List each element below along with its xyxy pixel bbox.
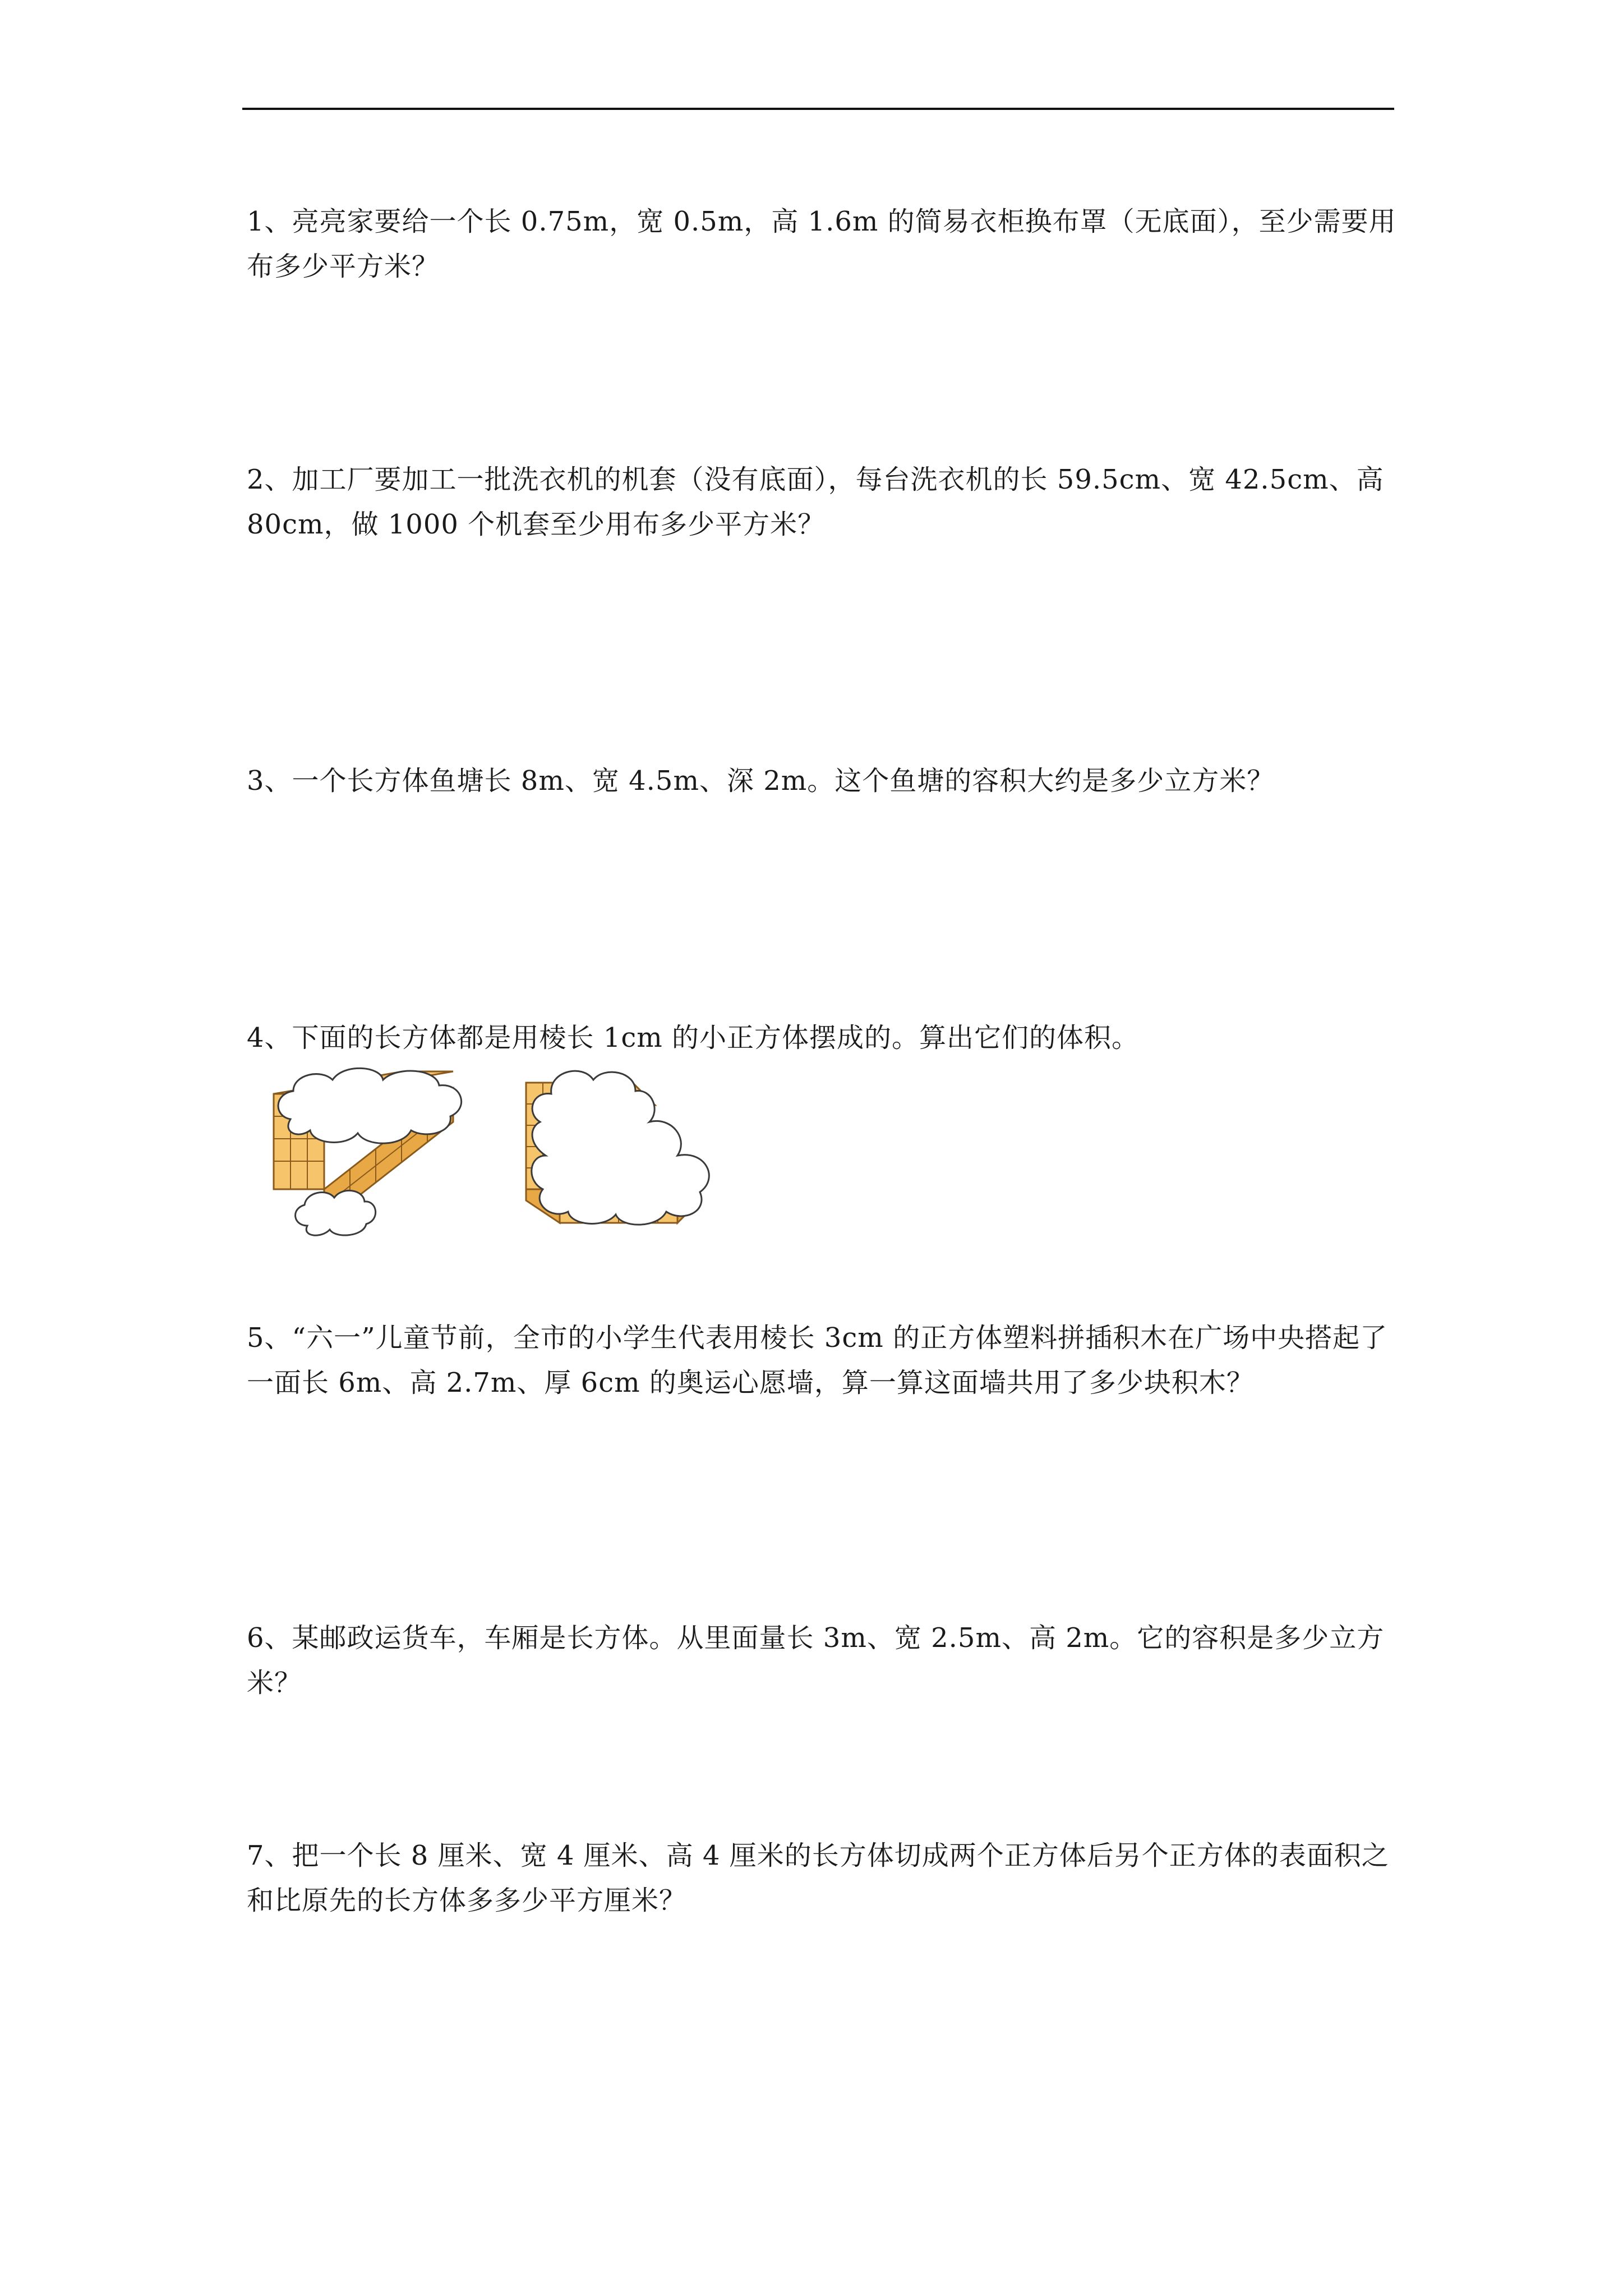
header-rule [242,108,1394,110]
cuboid-figure-a [268,1060,504,1245]
question-7: 7、把一个长 8 厘米、宽 4 厘米、高 4 厘米的长方体切成两个正方体后另个正方体的表面积之和比原先的长方体多多少平方厘米？ [247,1840,1389,1916]
question-4: 4、下面的长方体都是用棱长 1cm 的小正方体摆成的。算出它们的体积。 [247,1022,1139,1053]
question-5: 5、“六一”儿童节前，全市的小学生代表用棱长 3cm 的正方体塑料拼插积木在广场中央搭起了一面长 6m、高 2.7m、厚 6cm 的奥运心愿墙，算一算这面墙共用了多少块积木？ [247,1322,1388,1398]
question-2: 2、加工厂要加工一批洗衣机的机套（没有底面），每台洗衣机的长 59.5cm、宽 42.5cm、高 80cm，做 1000 个机套至少用布多少平方米？ [247,464,1393,540]
question-1: 1、亮亮家要给一个长 0.75m，宽 0.5m，高 1.6m 的简易衣柜换布罩（无底面），至少需要用布多少平方米？ [247,206,1396,282]
question-6: 6、某邮政运货车，车厢是长方体。从里面量长 3m、宽 2.5m、高 2m。它的容积是多少立方米？ [247,1622,1385,1699]
question-3: 3、一个长方体鱼塘长 8m、宽 4.5m、深 2m。这个鱼塘的容积大约是多少立方米？ [247,765,1275,797]
cuboid-figure-b [520,1060,734,1245]
